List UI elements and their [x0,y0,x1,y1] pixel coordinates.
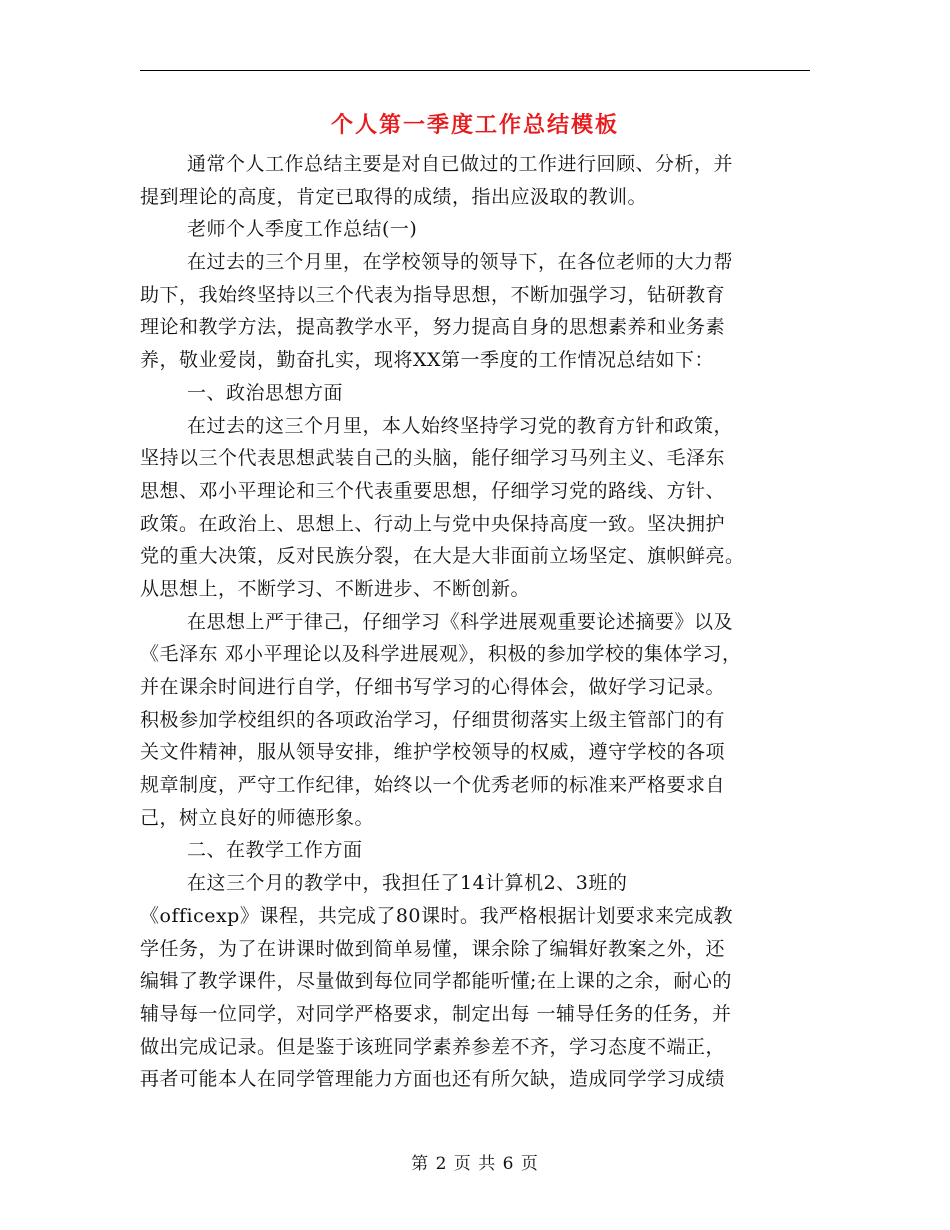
text-line: 在思想上严于律己，仔细学习《科学进展观重要论述摘要》以及 [187,610,734,633]
text-line: 一、政治思想方面 [187,381,344,404]
text-line: 提到理论的高度，肯定已取得的成绩，指出应汲取的教训。 [140,185,648,208]
text-line: 己，树立良好的师德形象。 [140,806,375,829]
text-line: 党的重大决策，反对民族分裂，在大是大非面前立场坚定、旗帜鲜亮。 [140,545,745,568]
text-line: 《officexp》课程，共完成了80课时。我严格根据计划要求来完成教 [140,904,734,927]
text-line: 理论和教学方法，提高教学水平，努力提高自身的思想素养和业务素 [140,316,726,339]
text-line: 《毛泽东 邓小平理论以及科学进展观》，积极的参加学校的集体学习， [140,643,742,666]
text-line: 在过去的三个月里，在学校领导的领导下，在各位老师的大力帮 [187,251,734,274]
text-line: 学任务，为了在讲课时做到简单易懂，课余除了编辑好教案之外，还 [140,937,726,960]
document-body [140,148,812,1096]
text-line: 从思想上，不断学习、不断进步、不断创新。 [140,577,531,600]
text-line: 编辑了教学课件，尽量做到每位同学都能听懂;在上课的之余，耐心的 [140,970,732,993]
document-title: 个人第一季度工作总结模板 [330,112,619,138]
text-line: 做出完成记录。但是鉴于该班同学素养参差不齐，学习态度不端正， [140,1035,726,1058]
text-line: 规章制度，严守工作纪律，始终以一个优秀老师的标准来严格要求自 [140,774,726,797]
text-line: 政策。在政治上、思想上、行动上与党中央保持高度一致。坚决拥护 [140,512,726,535]
text-line: 积极参加学校组织的各项政治学习，仔细贯彻落实上级主管部门的有 [140,708,726,731]
text-line: 思想、邓小平理论和三个代表重要思想，仔细学习党的路线、方针、 [140,479,726,502]
text-line: 坚持以三个代表思想武装自己的头脑，能仔细学习马列主义、毛泽东 [140,447,726,470]
text-line: 通常个人工作总结主要是对自已做过的工作进行回顾、分析，并 [187,153,734,175]
text-line: 养，敬业爱岗，勤奋扎实，现将XX第一季度的工作情况总结如下： [140,349,715,372]
page-footer: 第 2 页 共 6 页 [411,1154,539,1174]
text-line: 二、在教学工作方面 [187,839,363,862]
text-line: 助下，我始终坚持以三个代表为指导思想，不断加强学习，钻研教育 [140,283,726,306]
text-line: 并在课余时间进行自学，仔细书写学习的心得体会，做好学习记录。 [140,676,726,698]
text-line: 老师个人季度工作总结(一) [187,218,418,241]
text-line: 辅导每一位同学，对同学严格要求，制定出每 一辅导任务的任务，并 [140,1002,732,1025]
text-line: 在这三个月的教学中，我担任了14计算机2、3班的 [187,872,628,895]
text-line: 再者可能本人在同学管理能力方面也还有所欠缺，造成同学学习成绩 [140,1068,726,1091]
header-rule [140,70,810,71]
text-line: 关文件精神，服从领导安排，维护学校领导的权威，遵守学校的各项 [140,741,726,764]
text-line: 在过去的这三个月里，本人始终坚持学习党的教育方针和政策， [187,414,734,437]
